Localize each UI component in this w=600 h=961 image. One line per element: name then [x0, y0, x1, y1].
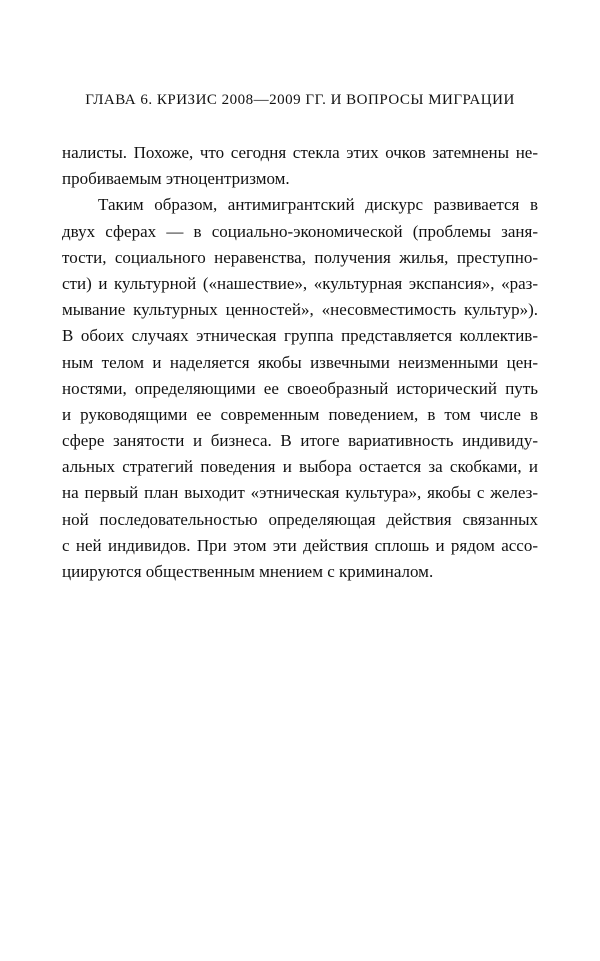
text-line: двух сферах — в социально-экономической (проблемы заня-	[62, 221, 538, 241]
text-line: ным телом и наделяется якобы извечными неизменными цен-	[62, 352, 538, 372]
running-header: ГЛАВА 6. КРИЗИС 2008—2009 ГГ. И ВОПРОСЫ МИГРАЦИИ	[85, 92, 515, 108]
text-line: сфере занятости и бизнеса. В итоге вариативность индивиду-	[62, 431, 538, 451]
text-line: В обоих случаях этническая группа представляется коллектив-	[62, 326, 538, 346]
text-line: с ней индивидов. При этом эти действия сплошь и рядом ассо-	[62, 535, 538, 555]
text-line: налисты. Похоже, что сегодня стекла этих очков затемнены не-	[62, 143, 538, 162]
text-line: ностями, определяющими ее своеобразный исторический путь	[62, 378, 538, 398]
text-line: альных стратегий поведения и выбора остается за скобками, и	[62, 457, 538, 477]
text-line: ной последовательностью определяющая действия связанных	[62, 509, 538, 529]
text-line: на первый план выходит «этническая культура», якобы с желез-	[62, 483, 538, 503]
text-line: Таким образом, антимигрантский дискурс развивается в	[98, 195, 538, 215]
text-line: мывание культурных ценностей», «несовместимость культур»).	[62, 300, 538, 320]
text-line: и руководящими ее современным поведением, в том числе в	[62, 404, 538, 424]
text-line: тости, социального неравенства, получения жилья, преступно-	[62, 247, 538, 267]
body-text	[62, 140, 538, 585]
text-line: циируются общественным мнением с криминалом.	[62, 562, 434, 581]
text-line: пробиваемым этноцентризмом.	[62, 169, 290, 189]
text-line: сти) и культурной («нашествие», «культурная экспансия», «раз-	[62, 273, 538, 293]
